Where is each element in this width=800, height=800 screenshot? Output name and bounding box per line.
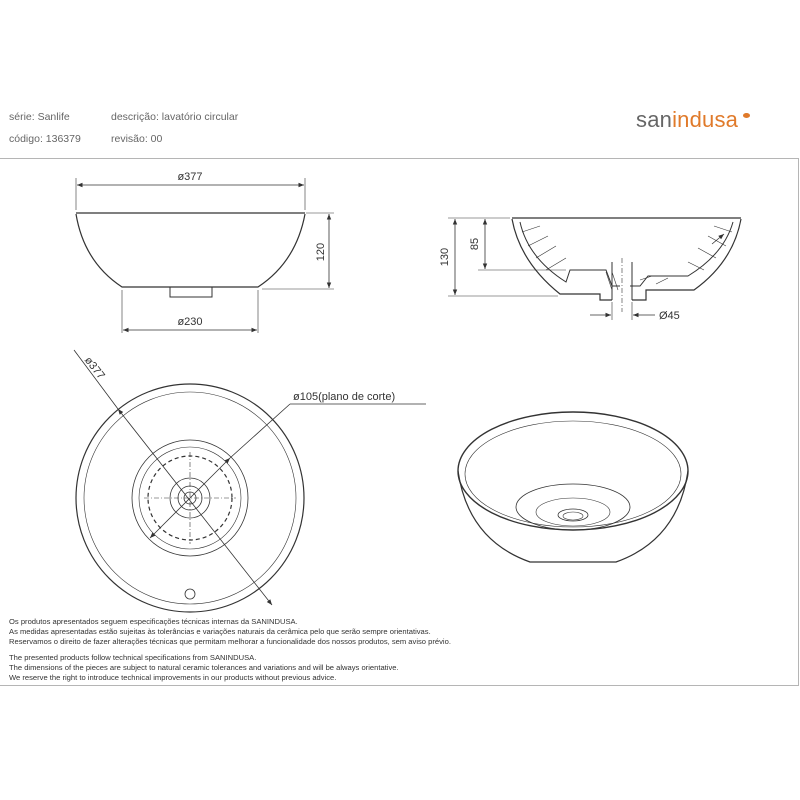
note-pt-2: As medidas apresentadas estão sujeitas às tolerâncias e variações naturais da cerâmica pelo que serão sempre orientativas. [9, 627, 431, 636]
dim-bowl-depth: 85 [469, 237, 481, 251]
note-en-1: The presented products follow technical specifications from SANINDUSA. [9, 653, 257, 662]
dim-drain: Ø45 [659, 310, 680, 322]
note-en-3: We reserve the right to introduce technical improvements in our products without previous advice. [9, 673, 337, 682]
section-view [448, 218, 741, 320]
plan-view [74, 350, 426, 612]
dim-height: 120 [315, 242, 327, 262]
perspective-view [458, 412, 688, 562]
dim-section-height: 130 [439, 247, 451, 267]
description-label: descrição: lavatório circular [111, 111, 239, 123]
series-label: série: Sanlife [9, 111, 70, 123]
logo-text-san: san [636, 107, 673, 132]
dim-top-width: ø377 [177, 171, 203, 183]
disclaimer-notes [9, 617, 529, 683]
dim-base-width: ø230 [177, 316, 203, 328]
side-elevation-view [76, 178, 334, 333]
dim-plan-diameter: ø377 [81, 354, 107, 382]
revision-label: revisão: 00 [111, 133, 163, 145]
code-label: código: 136379 [9, 133, 81, 145]
note-pt-1: Os produtos apresentados seguem especificações técnicas internas da SANINDUSA. [9, 617, 298, 626]
logo-text-indusa: indusa [672, 107, 739, 132]
note-en-2: The dimensions of the pieces are subject to natural ceramic tolerances and variations and will be always orientative. [9, 663, 399, 672]
dim-cut-plane: ø105(plano de corte) [293, 391, 396, 403]
note-pt-3: Reservamos o direito de fazer alterações técnicas que permitam melhorar a funcionalidade dos nossos produtos, sem aviso prévio. [9, 637, 451, 646]
